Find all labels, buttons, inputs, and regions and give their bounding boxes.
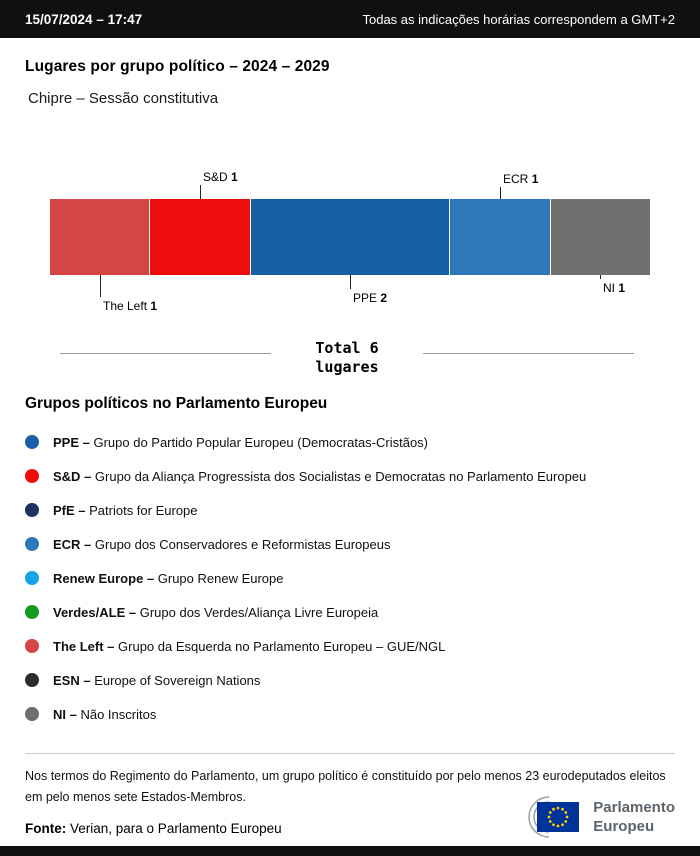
legend-item-sd: S&D – Grupo da Aliança Progressista dos Socialistas e Democratas no Parlamento Europeu (25, 459, 675, 493)
callout-label: ECR 1 (503, 172, 539, 186)
total-seats (271, 339, 422, 377)
legend-item-verdes-ale: Verdes/ALE – Grupo dos Verdes/Aliança Livre Europeia (25, 595, 675, 629)
total-seats-row (60, 339, 634, 377)
callout-label: S&D 1 (203, 170, 238, 184)
seats-bar (50, 199, 650, 275)
divider-line-right (423, 353, 634, 354)
footer (25, 794, 675, 840)
legend-item-the-left: The Left – Grupo da Esquerda no Parlamento Europeu – GUE/NGL (25, 629, 675, 663)
callout-label: NI 1 (603, 281, 626, 295)
group-color-dot (25, 469, 39, 483)
group-color-dot (25, 707, 39, 721)
datetime: 15/07/2024 – 17:47 (25, 11, 143, 27)
legend-item-ecr: ECR – Grupo dos Conservadores e Reformistas Europeus (25, 527, 675, 561)
callout-line (350, 275, 351, 289)
legend-item-pfe: PfE – Patriots for Europe (25, 493, 675, 527)
group-color-dot (25, 673, 39, 687)
legend-item-esn: ESN – Europe of Sovereign Nations (25, 663, 675, 697)
group-color-dot (25, 605, 39, 619)
bar-segment-ecr[interactable] (450, 199, 550, 275)
callout-line (600, 275, 601, 279)
eu-flag-icon (503, 794, 583, 840)
page-title: Lugares por grupo político – 2024 – 2029 (25, 58, 330, 75)
group-color-dot (25, 639, 39, 653)
legend-heading: Grupos políticos no Parlamento Europeu (25, 395, 328, 412)
logo-text: Parlamento Europeu (593, 799, 675, 835)
callout-line (100, 275, 101, 297)
bar-segment-ppe[interactable] (251, 199, 451, 275)
legend (25, 425, 675, 731)
european-parliament-logo (503, 794, 675, 840)
top-bar (0, 0, 700, 38)
callout-label: The Left 1 (103, 299, 158, 313)
callout-label: PPE 2 (353, 291, 388, 305)
bar-segment-ni[interactable] (551, 199, 650, 275)
timezone-note: Todas as indicações horárias correspondem a GMT+2 (362, 11, 675, 27)
legend-item-ppe: PPE – Grupo do Partido Popular Europeu (Democratas-Cristãos) (25, 425, 675, 459)
source-line: Fonte: Verian, para o Parlamento Europeu (25, 821, 282, 836)
divider-line-left (60, 353, 271, 354)
page-subtitle: Chipre – Sessão constitutiva (28, 90, 219, 107)
bar-segment-the-left[interactable] (50, 199, 150, 275)
group-color-dot (25, 503, 39, 517)
callout-line (500, 187, 501, 199)
bar-segment-sd[interactable] (150, 199, 250, 275)
legend-item-ni: NI – Não Inscritos (25, 697, 675, 731)
group-color-dot (25, 435, 39, 449)
footnote: Nos termos do Regimento do Parlamento, um grupo político é constituído por pelo menos 23 eurodeputados eleitos em pelo menos sete Estados-Membros. (25, 753, 675, 809)
total-line-1: Total 6 (315, 339, 379, 357)
callout-line (200, 185, 201, 199)
total-line-2: lugares (315, 358, 379, 376)
bottom-bar (0, 846, 700, 856)
group-color-dot (25, 537, 39, 551)
group-color-dot (25, 571, 39, 585)
legend-item-renew: Renew Europe – Grupo Renew Europe (25, 561, 675, 595)
seats-chart (50, 167, 650, 317)
